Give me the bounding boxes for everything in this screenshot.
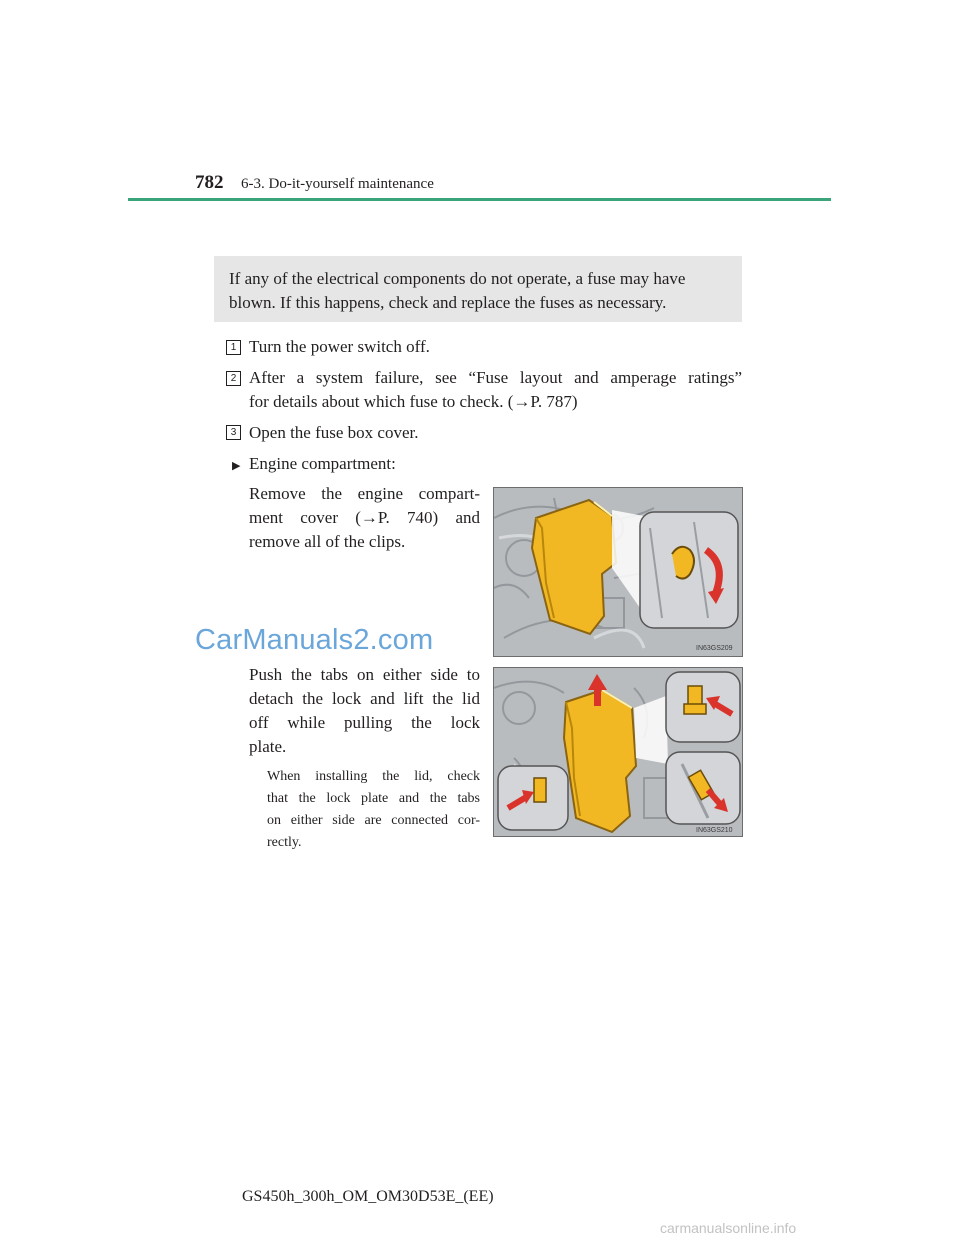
step-number-2: 2	[226, 371, 241, 386]
intro-box	[214, 256, 742, 322]
step-number-3: 3	[226, 425, 241, 440]
section-title: 6-3. Do-it-yourself maintenance	[241, 176, 434, 192]
lift-arrow-icon	[594, 688, 601, 706]
bullet-arrow-icon: ▶	[232, 460, 241, 472]
step-number-1: 1	[226, 340, 241, 355]
note-line-3: on either side are connected cor-	[267, 813, 480, 828]
figure-1-code: IN63GS209	[696, 645, 733, 652]
bottom-watermark: carmanualsonline.info	[660, 1220, 797, 1236]
step-2-line-1: After a system failure, see “Fuse layout and amperage ratings”	[249, 368, 742, 387]
instruction-2-line-1: Push the tabs on either side to	[249, 665, 480, 684]
engine-bay-illustration-1	[494, 488, 742, 656]
figure-detach-lock	[493, 667, 743, 837]
step-3-text: Open the fuse box cover.	[249, 423, 419, 442]
bullet-engine-compartment: Engine compartment:	[249, 454, 396, 473]
instruction-2-line-2: detach the lock and lift the lid	[249, 689, 480, 708]
instruction-1-line-2: ment cover (→P. 740) and	[249, 508, 480, 527]
instruction-1-line-3: remove all of the clips.	[249, 532, 406, 551]
step-2-line-2: for details about which fuse to check. (→P. 787)	[249, 392, 578, 411]
engine-bay-illustration-2	[494, 668, 742, 836]
intro-text: If any of the electrical components do not operate, a fuse may have blown. If this happens, check and replace the fuses as necessary.	[229, 269, 686, 312]
instruction-1-line-1: Remove the engine compart-	[249, 484, 480, 503]
note-line-1: When installing the lid, check	[267, 769, 480, 784]
note-line-2: that the lock plate and the tabs	[267, 791, 480, 806]
fuse-box-lid-shape	[564, 690, 636, 832]
header-rule	[128, 198, 831, 201]
page-number: 782	[195, 172, 224, 193]
footer-manual-code: GS450h_300h_OM_OM30D53E_(EE)	[242, 1188, 494, 1205]
figure-remove-clips	[493, 487, 743, 657]
inset-lower-tab	[498, 766, 568, 830]
note-line-4: rectly.	[267, 835, 302, 850]
figure-2-code: IN63GS210	[696, 827, 733, 834]
instruction-2-line-3: off while pulling the lock	[249, 713, 480, 732]
watermark-logo: CarManuals2.com	[195, 624, 434, 656]
instruction-2-line-4: plate.	[249, 737, 287, 756]
step-1-text: Turn the power switch off.	[249, 337, 430, 356]
